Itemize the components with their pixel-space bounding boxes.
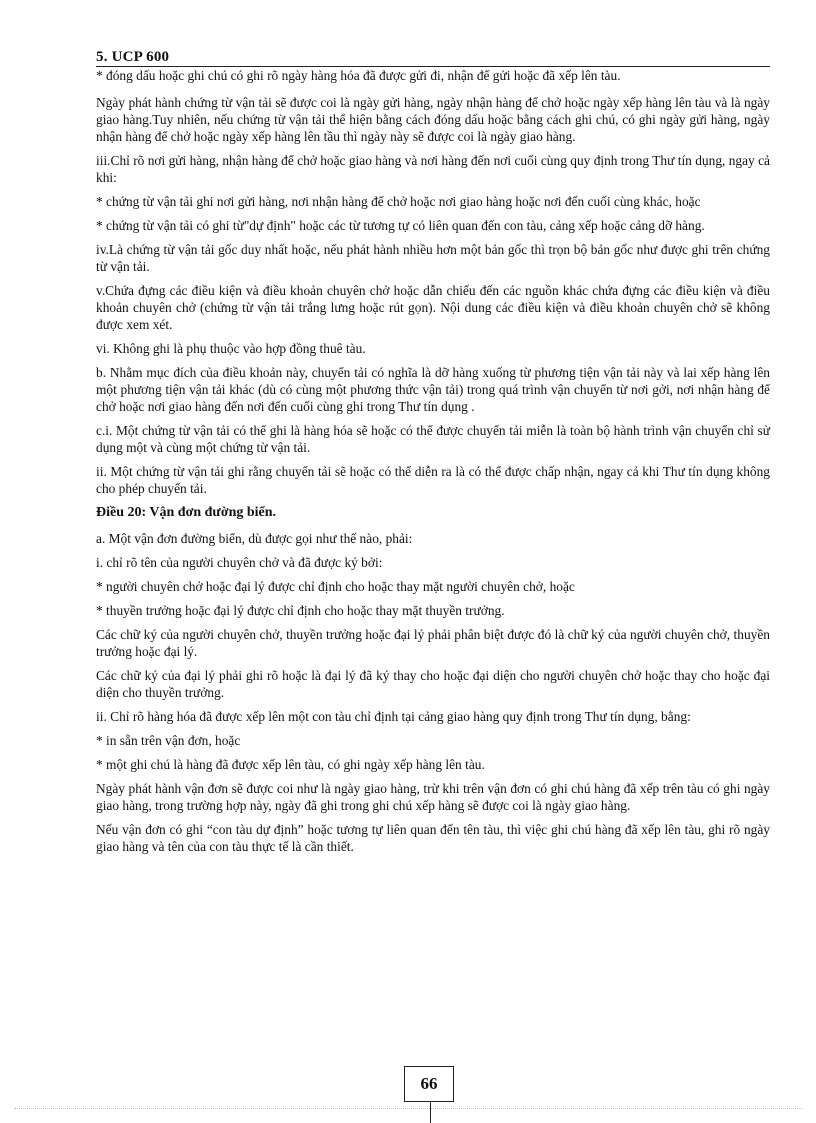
paragraph: Ngày phát hành vận đơn sẽ được coi như là ngày giao hàng, trừ khi trên vận đơn có ghi chú hàng đã xếp trên tàu có ghi ngày giao hàng, trong trường hợp này, ngày đã ghi trong ghi chú xếp hàng sẽ được coi là ngày giao hàng. (96, 781, 770, 813)
paragraph: v.Chứa đựng các điều kiện và điều khoản chuyên chở hoặc dẫn chiếu đến các nguồn khác chứa đựng các điều kiện và điều khoản chuyên chở (chứng từ vận tải trắng lưng hoặc rút gọn). Nội dung các điều kiện và điều khoản chuyên chở sẽ không được xem xét. (96, 283, 770, 332)
paragraph: * chứng từ vận tải có ghi từ"dự định" hoặc các từ tương tự có liên quan đến con tàu, cảng xếp hoặc cảng dỡ hàng. (96, 218, 705, 233)
paragraph: * in sẵn trên vận đơn, hoặc (96, 733, 241, 748)
paragraph: c.i. Một chứng từ vận tải có thể ghi là hàng hóa sẽ hoặc có thể được chuyển tải miễn là toàn bộ hành trình vận chuyển chỉ sử dụng một và cùng một chứng từ vận tải. (96, 423, 770, 455)
document-body (96, 67, 770, 862)
paragraph: * đóng dấu hoặc ghi chú có ghi rõ ngày hàng hóa đã được gửi đi, nhận để gửi hoặc đã xếp lên tàu. (96, 68, 621, 83)
paragraph: * một ghi chú là hàng đã được xếp lên tàu, có ghi ngày xếp hàng lên tàu. (96, 757, 485, 772)
paragraph: Các chữ ký của đại lý phải ghi rõ hoặc là đại lý đã ký thay cho hoặc đại diện cho người chuyên chở hoặc thay cho hoặc đại diện cho thuyền trưởng. (96, 668, 770, 700)
article-heading: Điều 20: Vận đơn đường biển. (96, 505, 277, 520)
paragraph: * chứng từ vận tải ghi nơi gửi hàng, nơi nhận hàng để chở hoặc nơi giao hàng hoặc nơi đến cuối cùng khác, hoặc (96, 194, 701, 209)
page-number: 66 (404, 1066, 454, 1102)
paragraph: b. Nhằm mục đích của điều khoản này, chuyển tải có nghĩa là dỡ hàng xuống từ phương tiện vận tải này và lai xếp hàng lên một phương tiện vận tải khác (dù có cùng một phương thức vận tải) trong quá trình vận chuyển từ nơi gởi, nơi nhận hàng để chở hoặc nơi giao hàng đến nơi đến cuối cùng ghi trong Thư tín dụng . (96, 365, 770, 414)
paragraph: a. Một vận đơn đường biển, dù được gọi như thế nào, phải: (96, 531, 413, 546)
paragraph: Nếu vận đơn có ghi “con tàu dự định” hoặc tương tự liên quan đến tên tàu, thì việc ghi chú hàng đã xếp lên tàu, ghi rõ ngày giao hàng và tên của con tàu thực tế là cần thiết. (96, 822, 770, 854)
paragraph: ii. Một chứng từ vận tải ghi rằng chuyển tải sẽ hoặc có thể diễn ra là có thể được chấp nhận, ngay cả khi Thư tín dụng không cho phép chuyển tải. (96, 464, 770, 496)
footer-divider (14, 1108, 802, 1109)
paragraph: * người chuyên chở hoặc đại lý được chỉ định cho hoặc thay mặt người chuyên chở, hoặc (96, 579, 575, 594)
paragraph: Các chữ ký của người chuyên chở, thuyền trưởng hoặc đại lý phải phân biệt được đó là chữ ký của người chuyên chở, thuyền trưởng hoặc đại lý. (96, 627, 770, 659)
page-header-title: 5. UCP 600 (96, 49, 170, 65)
paragraph: iii.Chỉ rõ nơi gửi hàng, nhận hàng để chở hoặc giao hàng và nơi hàng đến nơi cuối cùng quy định trong Thư tín dụng, ngay cả khi: (96, 153, 770, 185)
paragraph: iv.Là chứng từ vận tải gốc duy nhất hoặc, nếu phát hành nhiều hơn một bản gốc thì trọn bộ bản gốc như được ghi trên chứng từ vận tải. (96, 242, 770, 274)
paragraph: Ngày phát hành chứng từ vận tải sẽ được coi là ngày gửi hàng, ngày nhận hàng để chở hoặc ngày xếp hàng lên tàu và là ngày giao hàng.Tuy nhiên, nếu chứng từ vận tải thể hiện bằng cách đóng dấu hoặc bằng cách ghi chú, có ghi ngày gửi hàng, ngày nhận hàng để chở hoặc ngày xếp hàng lên tầu thì ngày này sẽ được coi là ngày giao hàng. (96, 95, 770, 144)
page-number-stem (430, 1102, 431, 1123)
paragraph: * thuyền trưởng hoặc đại lý được chỉ định cho hoặc thay mặt thuyền trưởng. (96, 603, 505, 618)
paragraph: i. chỉ rõ tên của người chuyên chở và đã được ký bởi: (96, 555, 383, 570)
paragraph: vi. Không ghi là phụ thuộc vào hợp đồng thuê tàu. (96, 341, 366, 356)
paragraph: ii. Chỉ rõ hàng hóa đã được xếp lên một con tàu chỉ định tại cảng giao hàng quy định trong Thư tín dụng, bằng: (96, 709, 691, 724)
